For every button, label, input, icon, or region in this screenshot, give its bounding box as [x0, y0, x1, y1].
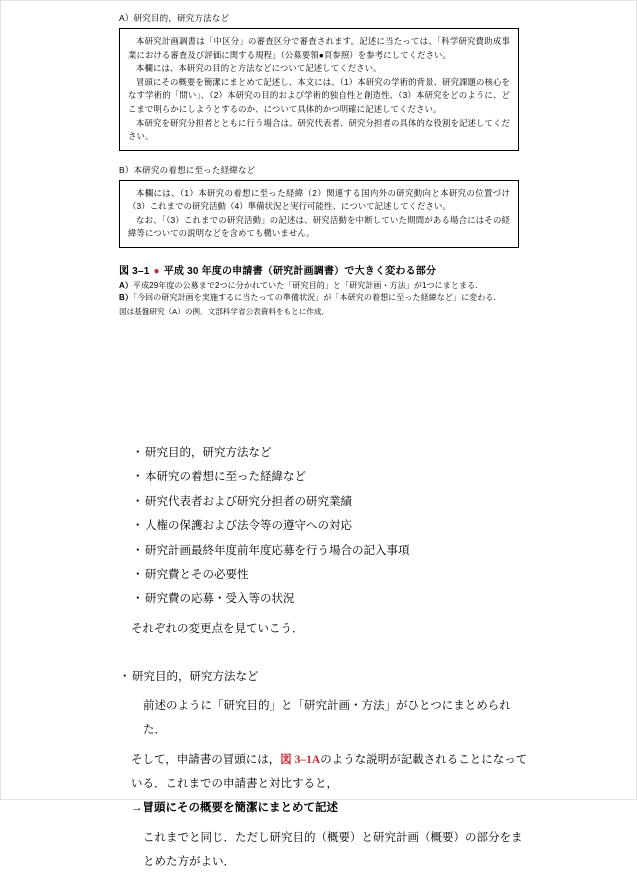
section-a-paragraph-3: 冒頭にその概要を簡潔にまとめて記述し、本文には、（1）本研究の学術的背景、研究課題の核心をなす学術的「問い」、（2）本研究の目的および学術的独自性と創造性、（3）本研究をどのように、どこまで明らかにしようとするのか、について具体的かつ明確に記述してください。 — [128, 76, 510, 114]
caption-source-note: 図は基盤研究（A）の例．文部科学省公表資料をもとに作成． — [119, 306, 330, 316]
figure-reference-link[interactable]: 図 3–1A — [280, 754, 321, 767]
caption-item-b — [119, 292, 519, 304]
list-item: ・ 研究費の応募・受入等の状況 — [145, 587, 529, 611]
body-text-region — [119, 441, 529, 875]
caption-item-b-text: 「今回の研究計画を実施するに当たっての準備状況」が「本研究の着想に至った経緯など」に変わる． — [132, 293, 502, 303]
caption-item-a — [119, 280, 519, 292]
list-item: ・ 研究計画最終年度前年度応募を行う場合の記入事項 — [145, 539, 529, 563]
paragraph-1b — [119, 749, 529, 797]
section-a-paragraph-4: 本研究を研究分担者とともに行う場合は、研究代表者、研究分担者の具体的な役割を記述してください。 — [128, 117, 510, 142]
section-b-paragraph-2: なお、「（3）これまでの研究活動」の記述は、研究活動を中断していた期間がある場合にはその経緯等についての説明などを含めても構いません。 — [128, 214, 510, 239]
caption-item-a-marker: A） — [119, 281, 133, 291]
paragraph-1b-post: のような説明が記載されることになっている．これまでの申請書と対比すると， — [131, 754, 528, 791]
subsection-heading: ・ 研究目的，研究方法など — [119, 666, 529, 690]
red-dot-icon: ● — [153, 266, 160, 278]
change-points-list — [119, 441, 529, 612]
list-item: ・ 研究目的，研究方法など — [145, 441, 529, 465]
list-item: ・ 人権の保護および法令等の遵守への対応 — [145, 514, 529, 538]
list-item: ・ 本研究の着想に至った経緯など — [145, 465, 529, 489]
section-a-label: A）研究目的，研究方法など — [119, 13, 230, 23]
figure-caption — [119, 262, 519, 318]
caption-item-a-text: 平成29年度の公募まで2つに分かれていた「研究目的」と「研究計画・方法」が1つにまとまる． — [132, 281, 484, 291]
section-b-paragraph-1: 本欄には、（1）本研究の着想に至った経緯（2）関連する国内外の研究動向と本研究の位置づけ（3）これまでの研究活動（4）準備状況と実行可能性、について記述してください。 — [128, 187, 510, 212]
paragraph-1a: 前述のように「研究目的」と「研究計画・方法」がひとつにまとめられた． — [143, 700, 511, 737]
arrow-highlight-line: →冒頭にその概要を簡潔にまとめて記述 — [131, 802, 338, 815]
section-b-box — [119, 180, 519, 248]
caption-title-line — [119, 262, 519, 277]
list-item: ・ 研究代表者および研究分担者の研究業績 — [145, 490, 529, 514]
list-item: ・ 研究費とその必要性 — [145, 563, 529, 587]
section-a-box — [119, 28, 519, 151]
section-a-paragraph-1: 本研究計画調書は「中区分」の審査区分で審査されます。記述に当たっては、「科学研究費助成事業における審査及び評価に関する規程」（公募要領●頁参照）を参考にしてください。 — [128, 35, 510, 60]
caption-number: 図 3–1 — [119, 266, 150, 278]
after-list-paragraph: それぞれの変更点を見ていこう． — [131, 622, 304, 635]
caption-title: 平成 30 年度の申請書（研究計画調書）で大きく変わる部分 — [163, 266, 437, 278]
paragraph-1b-pre: そして，申請書の冒頭には， — [131, 754, 281, 767]
section-b-label: B）本研究の着想に至った経緯など — [119, 164, 256, 175]
caption-item-b-marker: B） — [119, 293, 133, 303]
figure-region — [119, 13, 519, 318]
paragraph-2: これまでと同じ．ただし研究目的（概要）と研究計画（概要）の部分をまとめた方がよい． — [143, 831, 523, 868]
section-a-paragraph-2: 本欄には、本研究の目的と方法などについて記述してください。 — [136, 63, 382, 74]
